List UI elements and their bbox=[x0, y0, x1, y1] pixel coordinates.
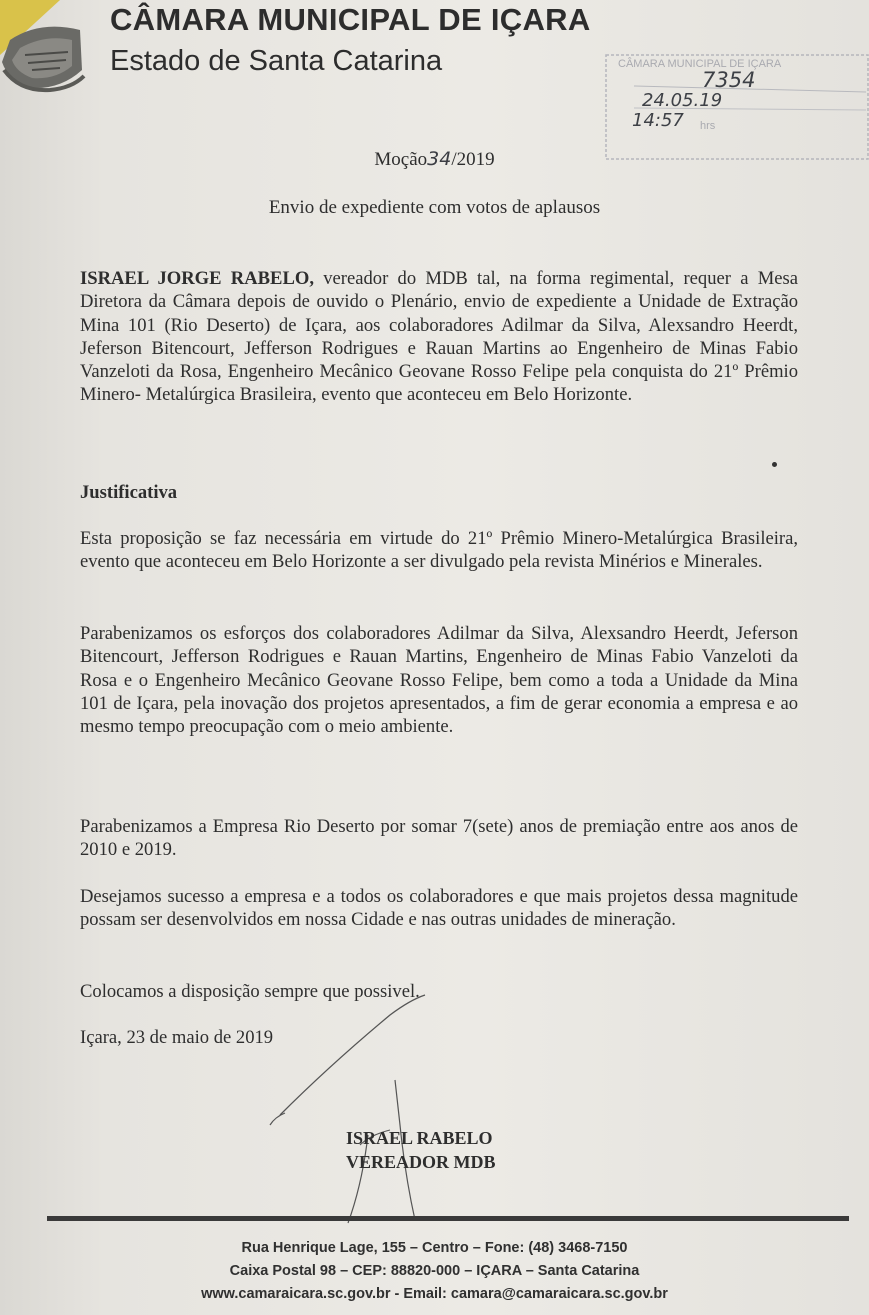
paragraph-justification: Esta proposição se faz necessária em virtude do 21º Prêmio Minero-Metalúrgica Brasileira, evento que aconteceu em Belo Horizonte a ser divulgado pela revista Minérios e Minerales. bbox=[80, 528, 798, 573]
author-name: ISRAEL JORGE RABELO, bbox=[80, 268, 314, 289]
paragraph-company: Parabenizamos a Empresa Rio Deserto por somar 7(sete) anos de premiação entre aos anos de 2010 e 2019. bbox=[80, 816, 798, 861]
document-number-suffix: /2019 bbox=[451, 149, 495, 170]
paragraph-request bbox=[80, 267, 798, 407]
document-subject: Envio de expediente com votos de aplausos bbox=[268, 197, 601, 218]
footer-address: Rua Henrique Lage, 155 – Centro – Fone: (48) 3468-7150 bbox=[241, 1240, 628, 1256]
municipal-crest-icon bbox=[0, 0, 90, 95]
document-number bbox=[0, 148, 869, 171]
header-title: CÂMARA MUNICIPAL DE IÇARA bbox=[110, 2, 591, 37]
document-number-prefix: Moção bbox=[374, 149, 428, 170]
handwritten-signature bbox=[250, 985, 490, 1225]
signer-name: ISRAEL RABELO bbox=[346, 1128, 493, 1148]
paragraph-closing: Colocamos a disposição sempre que possivel. bbox=[80, 981, 420, 1002]
stamp-time-suffix: hrs bbox=[700, 120, 716, 132]
place-date: Içara, 23 de maio de 2019 bbox=[80, 1027, 274, 1048]
footer-postal: Caixa Postal 98 – CEP: 88820-000 – IÇARA – Santa Catarina bbox=[229, 1263, 640, 1279]
paragraph-congratulations: Parabenizamos os esforços dos colaboradores Adilmar da Silva, Alexsandro Heerdt, Jeferson Bitencourt, Jefferson Rodrigues e Rauan Martins, Engenheiro de Minas Fabio Vanzeloti da Rosa e o Engenheiro Mecânico Geovane Rosso Felipe, bem como a toda a Unidade da Mina 101 de Içara, pela inovação dos projetos apresentados, a fim de gerar economia a empresa e ao mesmo tempo preocupação com o meio ambiente. bbox=[80, 623, 798, 738]
document-number-handwritten: 34 bbox=[427, 148, 452, 170]
paragraph-wishes: Desejamos sucesso a empresa e a todos os colaboradores e que mais projetos dessa magnitude possam ser desenvolvidos em nossa Cidade e nas outras unidades de mineração. bbox=[80, 886, 798, 931]
footer-divider bbox=[47, 1216, 849, 1221]
signer-role: VEREADOR MDB bbox=[346, 1152, 496, 1172]
protocol-stamp bbox=[604, 52, 869, 162]
paragraph-request-text: vereador do MDB tal, na forma regimental, requer a Mesa Diretora da Câmara depois de ouvido o Plenário, envio de expediente a Unidade de Extração Mina 101 (Rio Deserto) de Içara, aos colaboradores Adilmar da Silva, Alexsandro Heerdt, Jeferson Bitencourt, Jefferson Rodrigues e Rauan Martins ao Engenheiro de Minas Fabio Vanzeloti da Rosa, Engenheiro Mecânico Geovane Rosso Felipe pela conquista do 21º Prêmio Minero- Metalúrgica Brasileira, evento que aconteceu em Belo Horizonte. bbox=[80, 268, 798, 406]
signature-block bbox=[346, 1126, 496, 1174]
footer-web: www.camaraicara.sc.gov.br - Email: camara@camaraicara.sc.gov.br bbox=[201, 1286, 668, 1302]
stamp-protocol-number: 7354 bbox=[702, 68, 756, 92]
stamp-time: 14:57 bbox=[632, 110, 684, 131]
ink-dot bbox=[772, 462, 777, 467]
section-heading: Justificativa bbox=[80, 482, 178, 503]
stamp-date: 24.05.19 bbox=[642, 90, 723, 111]
header-subtitle: Estado de Santa Catarina bbox=[110, 45, 443, 77]
stamp-header: CÂMARA MUNICIPAL DE IÇARA bbox=[618, 58, 782, 70]
